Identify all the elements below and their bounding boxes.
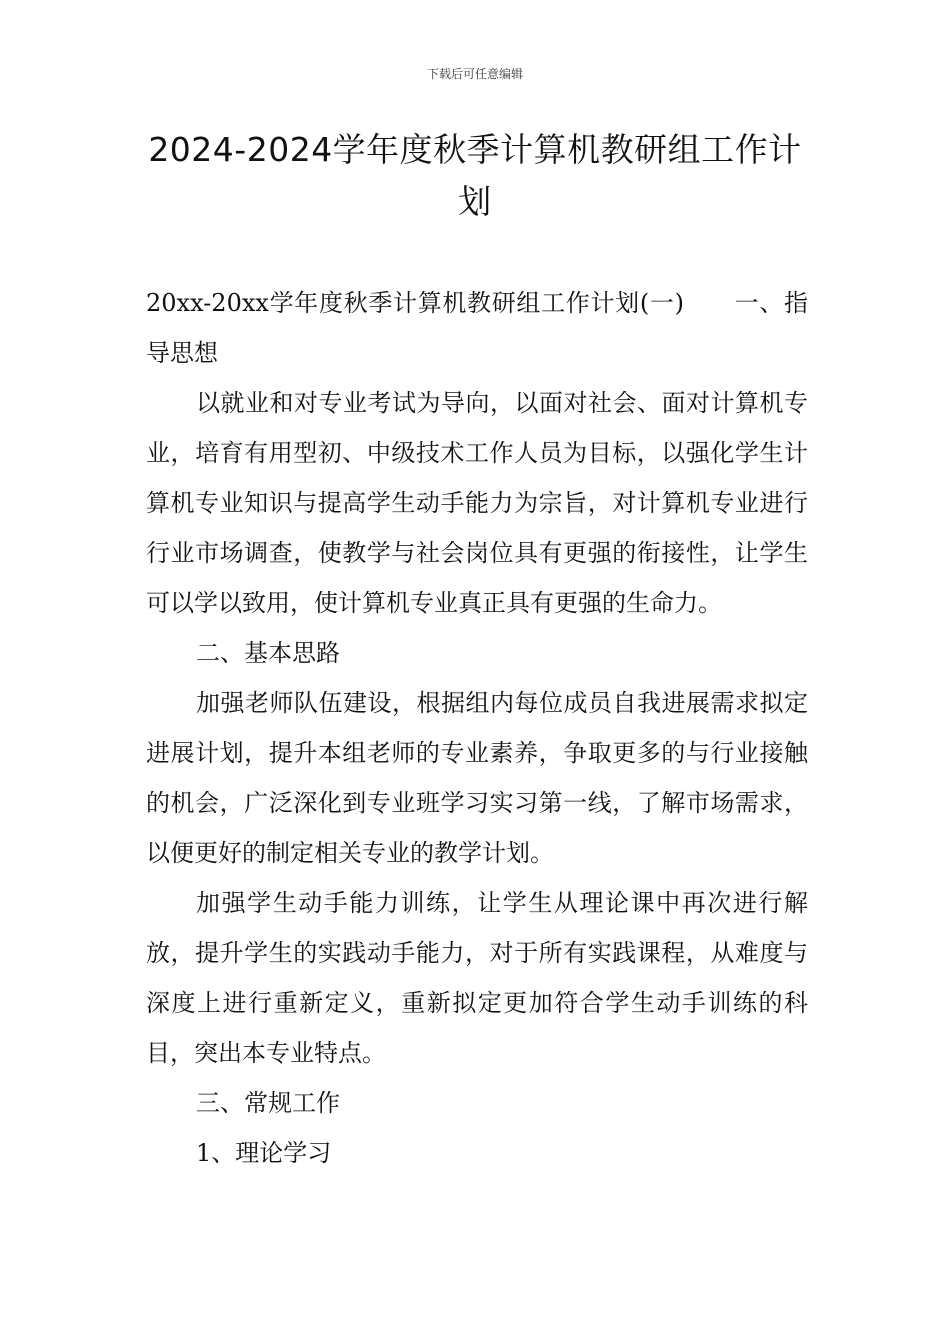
subsection-1-heading: 1、理论学习 (196, 1139, 332, 1167)
paragraph-guiding-thought: 以就业和对专业考试为导向，以面对社会、面对计算机专业，培育有用型初、中级技术工作人员为目标，以强化学生计算机专业知识与提高学生动手能力为宗旨，对计算机专业进行行业市场调查，使教学与社会岗位具有更强的衔接性，让学生可以学以致用，使计算机专业真正具有更强的生命力。 (146, 389, 808, 617)
subtitle-paragraph (146, 278, 808, 378)
section-3-heading: 三、常规工作 (196, 1089, 340, 1117)
section-1-heading: 指导思想 (146, 289, 809, 367)
section-1-prefix: 一、 (733, 289, 785, 317)
subtitle-text: 20xx-20xx学年度秋季计算机教研组工作计划(一) (146, 289, 684, 317)
paragraph-student-training: 加强学生动手能力训练，让学生从理论课中再次进行解放，提升学生的实践动手能力，对于所有实践课程，从难度与深度上进行重新定义，重新拟定更加符合学生动手训练的科目，突出本专业特点。 (146, 889, 808, 1067)
page-header: 下载后可任意编辑 (426, 67, 523, 81)
document-body (146, 278, 808, 1178)
paragraph-teacher-building: 加强老师队伍建设，根据组内每位成员自我进展需求拟定进展计划，提升本组老师的专业素养，争取更多的与行业接触的机会，广泛深化到专业班学习实习第一线，了解市场需求，以便更好的制定相关专业的教学计划。 (146, 689, 808, 867)
section-2-heading: 二、基本思路 (196, 639, 340, 667)
document-title: 2024-2024学年度秋季计算机教研组工作计划 (148, 130, 802, 221)
